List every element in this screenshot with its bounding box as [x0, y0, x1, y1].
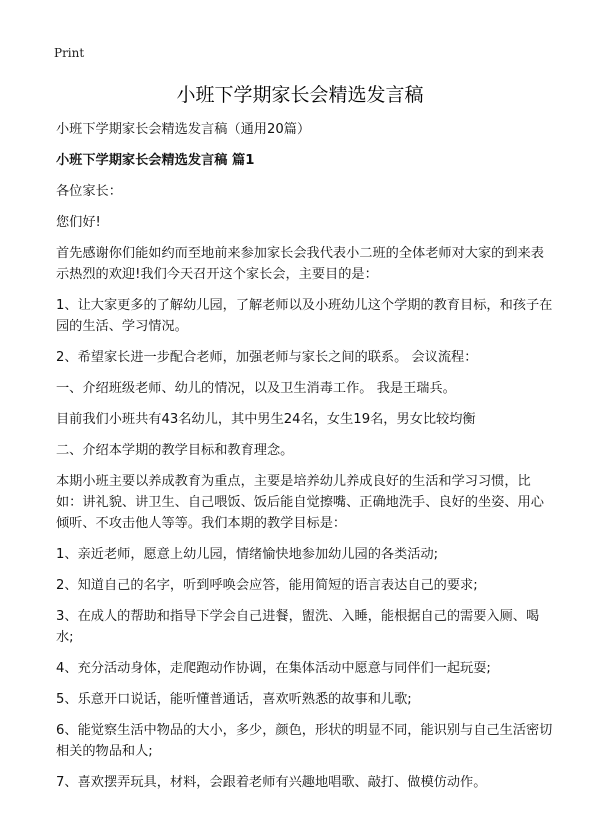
paragraph: 首先感谢你们能如约而至地前来参加家长会我代表小二班的全体老师对大家的到来表示热烈的欢迎!我们今天召开这个家长会，主要目的是：: [56, 246, 544, 282]
paragraph: 小班下学期家长会精选发言稿（通用20篇）: [56, 122, 311, 137]
paragraph: 5、乐意开口说话，能听懂普通话，喜欢听熟悉的故事和儿歌;: [56, 692, 412, 707]
paragraph: 各位家长：: [56, 184, 122, 199]
paragraph: 3、在成人的帮助和指导下学会自己进餐，盥洗、入睡，能根据自己的需要入厕、喝水;: [56, 609, 540, 645]
paragraph: 1、亲近老师，愿意上幼儿园，情绪愉快地参加幼儿园的各类活动;: [56, 547, 439, 562]
document-body: [56, 119, 556, 803]
paragraph: 本期小班主要以养成教育为重点，主要是培养幼儿养成良好的生活和学习习惯，比如：讲礼貌、讲卫生、自己喂饭、饭后能自觉擦嘴、正确地洗手、良好的坐姿、用心倾听、不攻击他人等等。我们本期的教学目标是：: [56, 474, 544, 531]
print-link[interactable]: Print: [54, 46, 85, 60]
paragraph: 6、能觉察生活中物品的大小，多少，颜色，形状的明显不同，能识别与自己生活密切相关的物品和人;: [56, 723, 553, 759]
paragraph: 4、充分活动身体，走爬跑动作协调，在集体活动中愿意与同伴们一起玩耍;: [56, 661, 491, 676]
paragraph: 一、介绍班级老师、幼儿的情况，以及卫生消毒工作。 我是王瑞兵。: [56, 381, 456, 396]
paragraph: 2、希望家长进一步配合老师，加强老师与家长之间的联系。 会议流程：: [56, 350, 478, 365]
section-heading: 小班下学期家长会精选发言稿 篇1: [56, 153, 255, 168]
paragraph: 您们好!: [56, 215, 101, 230]
paragraph: 2、知道自己的名字，听到呼唤会应答，能用简短的语言表达自己的要求;: [56, 578, 478, 593]
paragraph: 目前我们小班共有43名幼儿，其中男生24名，女生19名，男女比较均衡: [56, 412, 476, 427]
paragraph: 二、介绍本学期的教学目标和教育理念。: [56, 443, 294, 458]
document-title: 小班下学期家长会精选发言稿: [176, 84, 424, 106]
paragraph: 1、让大家更多的了解幼儿园，了解老师以及小班幼儿这个学期的教育目标，和孩子在园的生活、学习情况。: [56, 298, 553, 334]
paragraph: 7、喜欢摆弄玩具，材料，会跟着老师有兴趣地唱歌、敲打、做模仿动作。: [56, 775, 487, 790]
